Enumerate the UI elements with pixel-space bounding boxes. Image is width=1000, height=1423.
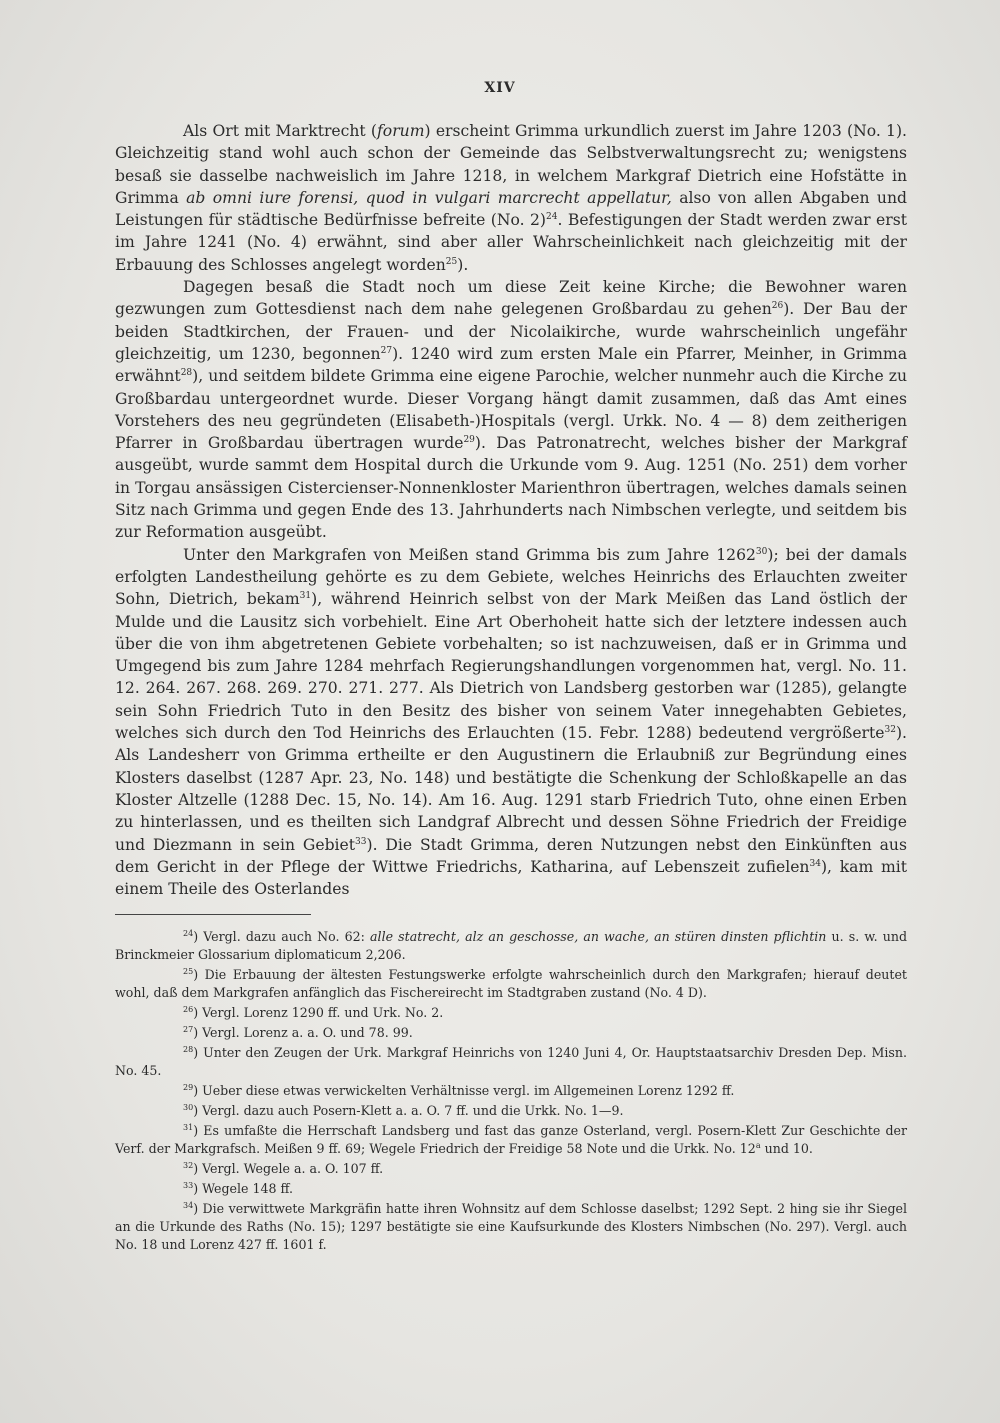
footnote-ref: 28 bbox=[180, 368, 193, 379]
footnote-ref: 24 bbox=[546, 212, 558, 223]
footnote: $^{32}$) Vergl. Wegele a. a. O. 107 ff. bbox=[183, 1161, 384, 1176]
paragraph: Dagegen besaß die Stadt noch um diese Zeit keine Kirche; die Bewohner waren gezwungen zum Gottesdienst nach dem nahe gelegenen Großbardau zu gehen$^{26}$). Der Bau der beiden Stadtkirchen, der Frauen- und der Nicolaikirche, wurde wahrscheinlich ungefähr gleichzeitig, um 1230, begonnen$^{27}$). 1240 wird zum ersten Male ein Pfarrer, Meinher, in Grimma erwähnt$^{28}$), und seitdem bildete Grimma eine eigene Parochie, welcher nunmehr auch die Kirche zu Großbardau untergeordnet wurde. Dieser Vorgang hängt damit zusammen, daß das Amt eines Vorstehers des neu gegründeten (Elisabeth-)Hospitals (vergl. Urkk. No. 4 — 8) dem zeitherigen Pfarrer in Großbardau übertragen wurde$^{29}$). Das Patronatrecht, welches bisher der Markgraf ausgeübt, wurde sammt dem Hospital durch die Urkunde vom 9. Aug. 1251 (No. 251) dem vorher in Torgau ansässigen Cistercienser-Nonnenkloster Marienthron übertragen, welches damals seinen Sitz nach Grimma und gegen Ende des 13. Jahrhunderts nach Nimbschen verlegte, und seitdem bis zur Reformation ausgeübt. bbox=[115, 278, 907, 542]
footnotes bbox=[115, 928, 907, 1256]
footnote-ref: 33 bbox=[355, 836, 367, 847]
footnote-ref: 26 bbox=[771, 301, 784, 312]
footnote-divider bbox=[115, 914, 311, 915]
paragraph: Unter den Markgrafen von Meißen stand Grimma bis zum Jahre 1262$^{30}$); bei der damals erfolgten Landestheilung gehörte es zu dem Gebiete, welches Heinrichs des Erlauchten zweiter Sohn, Dietrich, bekam$^{31}$), während Heinrich selbst von der Mark Meißen das Land östlich der Mulde und die Lausitz sich vorbehielt. Eine Art Oberhoheit hatte sich der letztere indessen auch über die von ihm abgetretenen Gebiete vorbehalten; so ist nachzuweisen, daß er in Grimma und Umgegend bis zum Jahre 1284 mehrfach Regierungshandlungen vorgenommen hat, vergl. No. 11. 12. 264. 267. 268. 269. 270. 271. 277. Als Dietrich von Landsberg gestorben war (1285), gelangte sein Sohn Friedrich Tuto in den Besitz des bisher von seinem Vater innegehabten Gebietes, welches sich durch den Tod Heinrichs des Erlauchten (15. Febr. 1288) bedeutend vergrößerte$^{32}$). Als Landesherr von Grimma ertheilte er den Augustinern die Erlaubniß zur Begründung eines Klosters daselbst (1287 Apr. 23, No. 148) und bestätigte die Schenkung der Schloßkapelle an das Kloster Altzelle (1288 Dec. 15, No. 14). Am 16. Aug. 1291 starb Friedrich Tuto, ohne einen Erben zu hinterlassen, und es theilten sich Landgraf Albrecht und dessen Söhne Friedrich der Freidige und Diezmann in sein Gebiet$^{33}$). Die Stadt Grimma, deren Nutzungen nebst den Einkünften aus dem Gericht in der Pflege der Wittwe Friedrichs, Katharina, auf Lebenszeit zufielen$^{34}$), kam mit einem Theile des Osterlandes bbox=[115, 545, 908, 899]
footnote-ref: 30 bbox=[755, 546, 768, 557]
footnote-ref: 25 bbox=[445, 256, 458, 267]
footnote: $^{28}$) Unter den Zeugen der Urk. Markgraf Heinrichs von 1240 Juni 4, Or. Hauptstaatsarchiv Dresden Dep. Misn. No. 45. bbox=[115, 1045, 907, 1078]
footnote: $^{34}$) Die verwittwete Markgräfin hatte ihren Wohnsitz auf dem Schlosse daselbst; 1292 Sept. 2 hing sie ihr Siegel an die Urkunde des Raths (No. 15); 1297 bestätigte sie eine Kaufsurkunde des Klosters Nimbschen (No. 297). Vergl. auch No. 18 und Lorenz 427 ff. 1601 f. bbox=[115, 1201, 907, 1252]
footnote: $^{25}$) Die Erbauung der ältesten Festungswerke erfolgte wahrscheinlich durch den Markgrafen; hierauf deutet wohl, daß dem Markgrafen anfänglich das Fischereirecht im Stadtgraben zustand (No. 4 D). bbox=[115, 967, 907, 1000]
paragraph: Als Ort mit Marktrecht (forum) erscheint Grimma urkundlich zuerst im Jahre 1203 (No. 1). Gleichzeitig stand wohl auch schon der Gemeinde das Selbstverwaltungsrecht zu; wenigstens besaß sie dasselbe nachweislich im Jahre 1218, in welchem Markgraf Dietrich eine Hofstätte in Grimma ab omni iure forensi, quod in vulgari marcrecht appellatur, also von allen Abgaben und Leistungen für städtische Bedürfnisse befreite (No. 2)$^{24}$. Befestigungen der Stadt werden zwar erst im Jahre 1241 (No. 4) erwähnt, sind aber aller Wahrscheinlichkeit nach gleichzeitig mit der Erbauung des Schlosses angelegt worden$^{25}$). bbox=[115, 122, 907, 274]
page-number: XIV bbox=[484, 80, 516, 96]
footnote: $^{31}$) Es umfaßte die Herrschaft Landsberg und fast das ganze Osterland, vergl. Posern-Klett Zur Geschichte der Verf. der Markgrafsch. Meißen 9 ff. 69; Wegele Friedrich der Freidige 58 Note und die Urkk. No. 12$^a$ und 10. bbox=[115, 1123, 907, 1156]
main-text bbox=[115, 120, 907, 900]
footnote: $^{26}$) Vergl. Lorenz 1290 ff. und Urk. No. 2. bbox=[183, 1005, 444, 1020]
footnote: $^{24}$) Vergl. dazu auch No. 62: alle statrecht, alz an geschosse, an wache, an stüren dinsten pflichtin u. s. w. und Brinckmeier Glossarium diplomaticum 2,206. bbox=[115, 929, 908, 962]
footnote-ref: 31 bbox=[299, 591, 312, 602]
footnote-ref: 29 bbox=[463, 435, 475, 446]
footnote: $^{30}$) Vergl. dazu auch Posern-Klett a. a. O. 7 ff. und die Urkk. No. 1—9. bbox=[183, 1103, 624, 1118]
footnote: $^{27}$) Vergl. Lorenz a. a. O. und 78. 99. bbox=[183, 1025, 413, 1040]
footnote-ref: 34 bbox=[809, 858, 821, 869]
footnote-ref: 27 bbox=[380, 345, 393, 356]
footnote-ref: 32 bbox=[884, 725, 896, 736]
footnote: $^{33}$) Wegele 148 ff. bbox=[183, 1181, 294, 1196]
footnote: $^{29}$) Ueber diese etwas verwickelten Verhältnisse vergl. im Allgemeinen Lorenz 1292 ff. bbox=[183, 1083, 735, 1098]
